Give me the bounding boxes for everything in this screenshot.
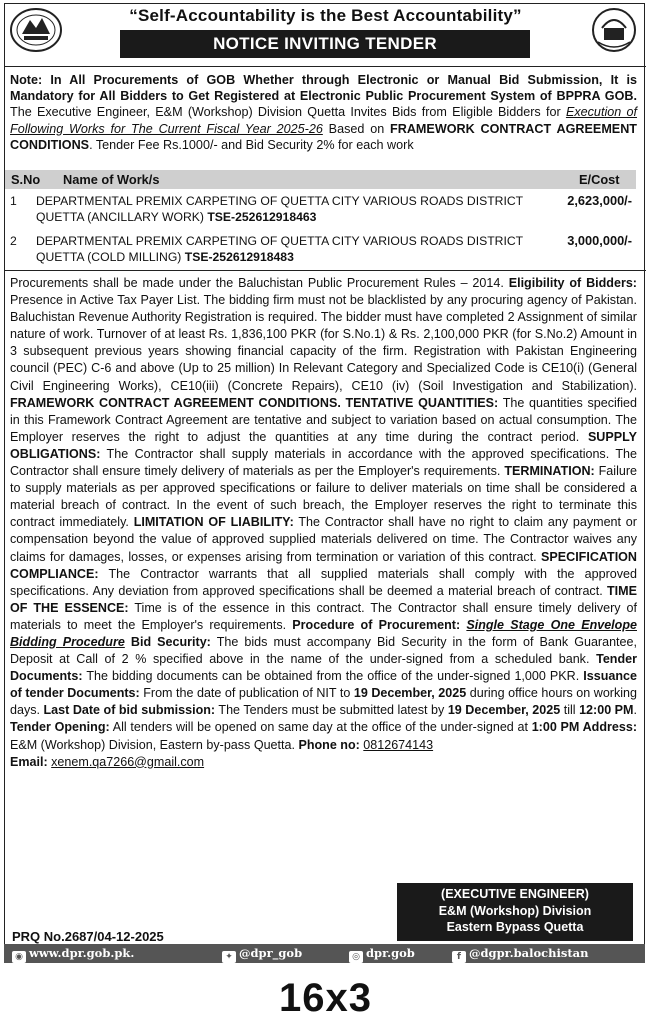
facebook-link[interactable] <box>452 944 589 963</box>
slogan: “Self-Accountability is the Best Accountability” <box>129 6 522 25</box>
website-text: www.dpr.gob.pk. <box>29 946 135 960</box>
row-sno: 1 <box>10 194 17 208</box>
row-tse-id: TSE-252612918483 <box>184 250 294 264</box>
body-text: . <box>633 703 638 718</box>
body-heading: Issuance of tender Documents: <box>10 669 637 701</box>
signature-block <box>397 883 633 941</box>
body-text: E&M (Workshop) Division, Eastern by-pass Quetta. <box>10 737 299 752</box>
government-seal-logo <box>586 6 642 54</box>
body-heading: TIME OF THE ESSENCE: <box>10 583 637 615</box>
instagram-text: dpr.gob <box>366 946 415 960</box>
tender-conditions-text <box>10 275 637 771</box>
row-cost: 3,000,000/- <box>567 233 632 248</box>
table-header <box>5 170 636 189</box>
twitter-text: @dpr_gob <box>239 946 303 960</box>
body-text: The Contractor warrants that all supplied materials shall comply with the approved specifications. Any deviation from approved specifications shall be deemed a material breach of contract. <box>10 566 637 598</box>
body-heading: Tender Documents: <box>10 652 637 684</box>
signature-title: (EXECUTIVE ENGINEER) <box>441 887 589 901</box>
instagram-icon: ◎ <box>349 951 363 963</box>
body-text: till <box>560 703 580 718</box>
website-link[interactable] <box>12 944 134 963</box>
ad-size-label: 16x3 <box>279 976 372 1020</box>
phone-number[interactable]: 0812674143 <box>363 737 434 752</box>
body-time: 12:00 PM <box>579 703 634 718</box>
body-text: Time is of the essence in this contract. The Contractor shall ensure timely delivery of materials to meet the Employer's requirements. <box>10 600 638 632</box>
balochistan-emblem-logo <box>8 6 64 54</box>
divider <box>5 270 646 271</box>
header-name: Name of Work/s <box>63 172 160 187</box>
body-heading: Procedure of Procurement: <box>292 617 461 632</box>
row-description <box>36 193 526 225</box>
note-text-2: Based on <box>322 121 391 136</box>
body-text: All tenders will be opened on same day at the office of the under-signed at <box>109 720 532 735</box>
body-text: The bidding documents can be obtained from the office of the under-signed 1,000 PKR. <box>82 669 584 684</box>
body-text: during office hours on working days. <box>10 686 637 718</box>
divider <box>5 66 646 67</box>
procedure-name: Single Stage One Envelope Bidding Procedure <box>10 617 637 649</box>
body-heading: Phone no: <box>298 737 360 752</box>
twitter-icon: ✦ <box>222 951 236 963</box>
globe-icon: ◉ <box>12 951 26 963</box>
facebook-icon: f <box>452 951 466 963</box>
body-heading: SUPPLY OBLIGATIONS: <box>10 429 637 461</box>
row-cost: 2,623,000/- <box>567 193 632 208</box>
note-bold-text: Note: In All Procurements of GOB Whether through Electronic or Manual Bid Submission, It is Mandatory for All Bidders to Get Registered at Electronic Public Procurement System of BPPRA GOB. <box>10 73 637 104</box>
row-sno: 2 <box>10 234 17 248</box>
body-heading: TERMINATION: <box>504 464 595 479</box>
body-heading: Bid Security: <box>124 634 211 649</box>
header-sno: S.No <box>11 172 41 187</box>
body-heading: Last Date of bid submission: <box>43 703 216 718</box>
note-text: The Executive Engineer, E&M (Workshop) Division Quetta Invites Bids from Eligible Bidders for <box>10 105 566 120</box>
note-paragraph <box>10 72 637 153</box>
email-link[interactable]: xenem.qa7266@gmail.com <box>51 754 205 769</box>
twitter-link[interactable] <box>222 944 302 963</box>
body-text: The Tenders must be submitted latest by <box>215 703 448 718</box>
body-heading: FRAMEWORK CONTRACT AGREEMENT CONDITIONS. TENTATIVE QUANTITIES: <box>10 395 499 410</box>
signature-division: E&M (Workshop) Division <box>438 903 592 918</box>
signature-address: Eastern Bypass Quetta <box>446 920 584 934</box>
body-text: From the date of publication of NIT to <box>139 686 354 701</box>
facebook-text: @dgpr.balochistan <box>469 946 589 960</box>
body-date: 19 December, 2025 <box>353 686 467 701</box>
page-title: NOTICE INVITING TENDER <box>120 30 530 58</box>
social-footer <box>4 944 645 963</box>
row-desc-text: DEPARTMENTAL PREMIX CARPETING OF QUETTA CITY VARIOUS ROADS DISTRICT QUETTA (COLD MILLING) <box>36 234 523 264</box>
body-heading: SPECIFICATION COMPLIANCE: <box>10 549 637 581</box>
row-description <box>36 233 526 265</box>
instagram-link[interactable] <box>349 944 415 963</box>
body-heading: LIMITATION OF LIABILITY: <box>133 515 294 530</box>
body-heading: Email: <box>10 754 48 769</box>
note-text-3: . Tender Fee Rs.1000/- and Bid Security 2% for each work <box>89 137 414 152</box>
body-text: The bids must accompany Bid Security in the form of Bank Guarantee, Deposit at Call of 2 % specified above in the name of the under-signed from a scheduled bank. <box>10 634 637 667</box>
body-text: The Contractor shall have no right to claim any payment or compensation beyond the value of approved supplied materials delivered on time. The Contractor waives any claims for damages, losses, or expenses arising from termination or variation of this contract. <box>10 515 637 564</box>
note-italic-text: Execution of Following Works for The Current Fiscal Year 2025-26 <box>10 105 638 136</box>
prq-number: PRQ No.2687/04-12-2025 <box>12 929 164 944</box>
row-tse-id: TSE-252612918463 <box>207 210 317 224</box>
body-date: 19 December, 2025 <box>447 703 561 718</box>
body-text: The Contractor shall supply materials in accordance with the approved specifications. The Contractor shall ensure timely delivery of materials as per the Employer's requirements. <box>10 446 637 479</box>
note-bold-text-2: FRAMEWORK CONTRACT AGREEMENT CONDITIONS <box>10 121 637 152</box>
body-heading: Eligibility of Bidders: <box>508 276 637 290</box>
body-text: The quantities specified in this Framework Contract Agreement are tentative and subject to variation based on actual consumption. The Employer reserves the right to adjust the quantities at any time during the contract period. <box>10 395 637 444</box>
body-text: Failure to supply materials as per approved specifications or failure to deliver materials on time shall be considered a material breach of contract. In the event of such breach, the Employer reserves the right to terminate this contract immediately. <box>10 464 637 530</box>
body-heading: Tender Opening: <box>10 720 110 735</box>
body-text: Presence in Active Tax Payer List. The bidding firm must not be blacklisted by any procuring agency of Pakistan. Baluchistan Revenue Authority Registration is required. The bidder must have completed 2 Assignment of similar nature of work. Turnover of at least Rs. 1,836,100 PKR (for S.No.1) & Rs. 2,100,000 PKR (for S.No.2) Amount in 3 subsequent previous years showing financial capacity of the firm. Registration with Pakistan Engineering council (PEC) C-6 and above (Up to 25 million) In Relevant Category and Specialized Code is CE10(i) (General Civil Engineering Works), CE10(iii) (Concrete Repairs), CE10 (iv) (Soil Investigation and Stabilization). <box>10 293 637 393</box>
body-heading: 1:00 PM Address: <box>531 720 637 735</box>
row-desc-text: DEPARTMENTAL PREMIX CARPETING OF QUETTA CITY VARIOUS ROADS DISTRICT QUETTA (ANCILLARY WORK) <box>36 194 523 224</box>
body-text: Procurements shall be made under the Baluchistan Public Procurement Rules – 2014. <box>10 276 509 290</box>
header-cost: E/Cost <box>579 172 620 187</box>
